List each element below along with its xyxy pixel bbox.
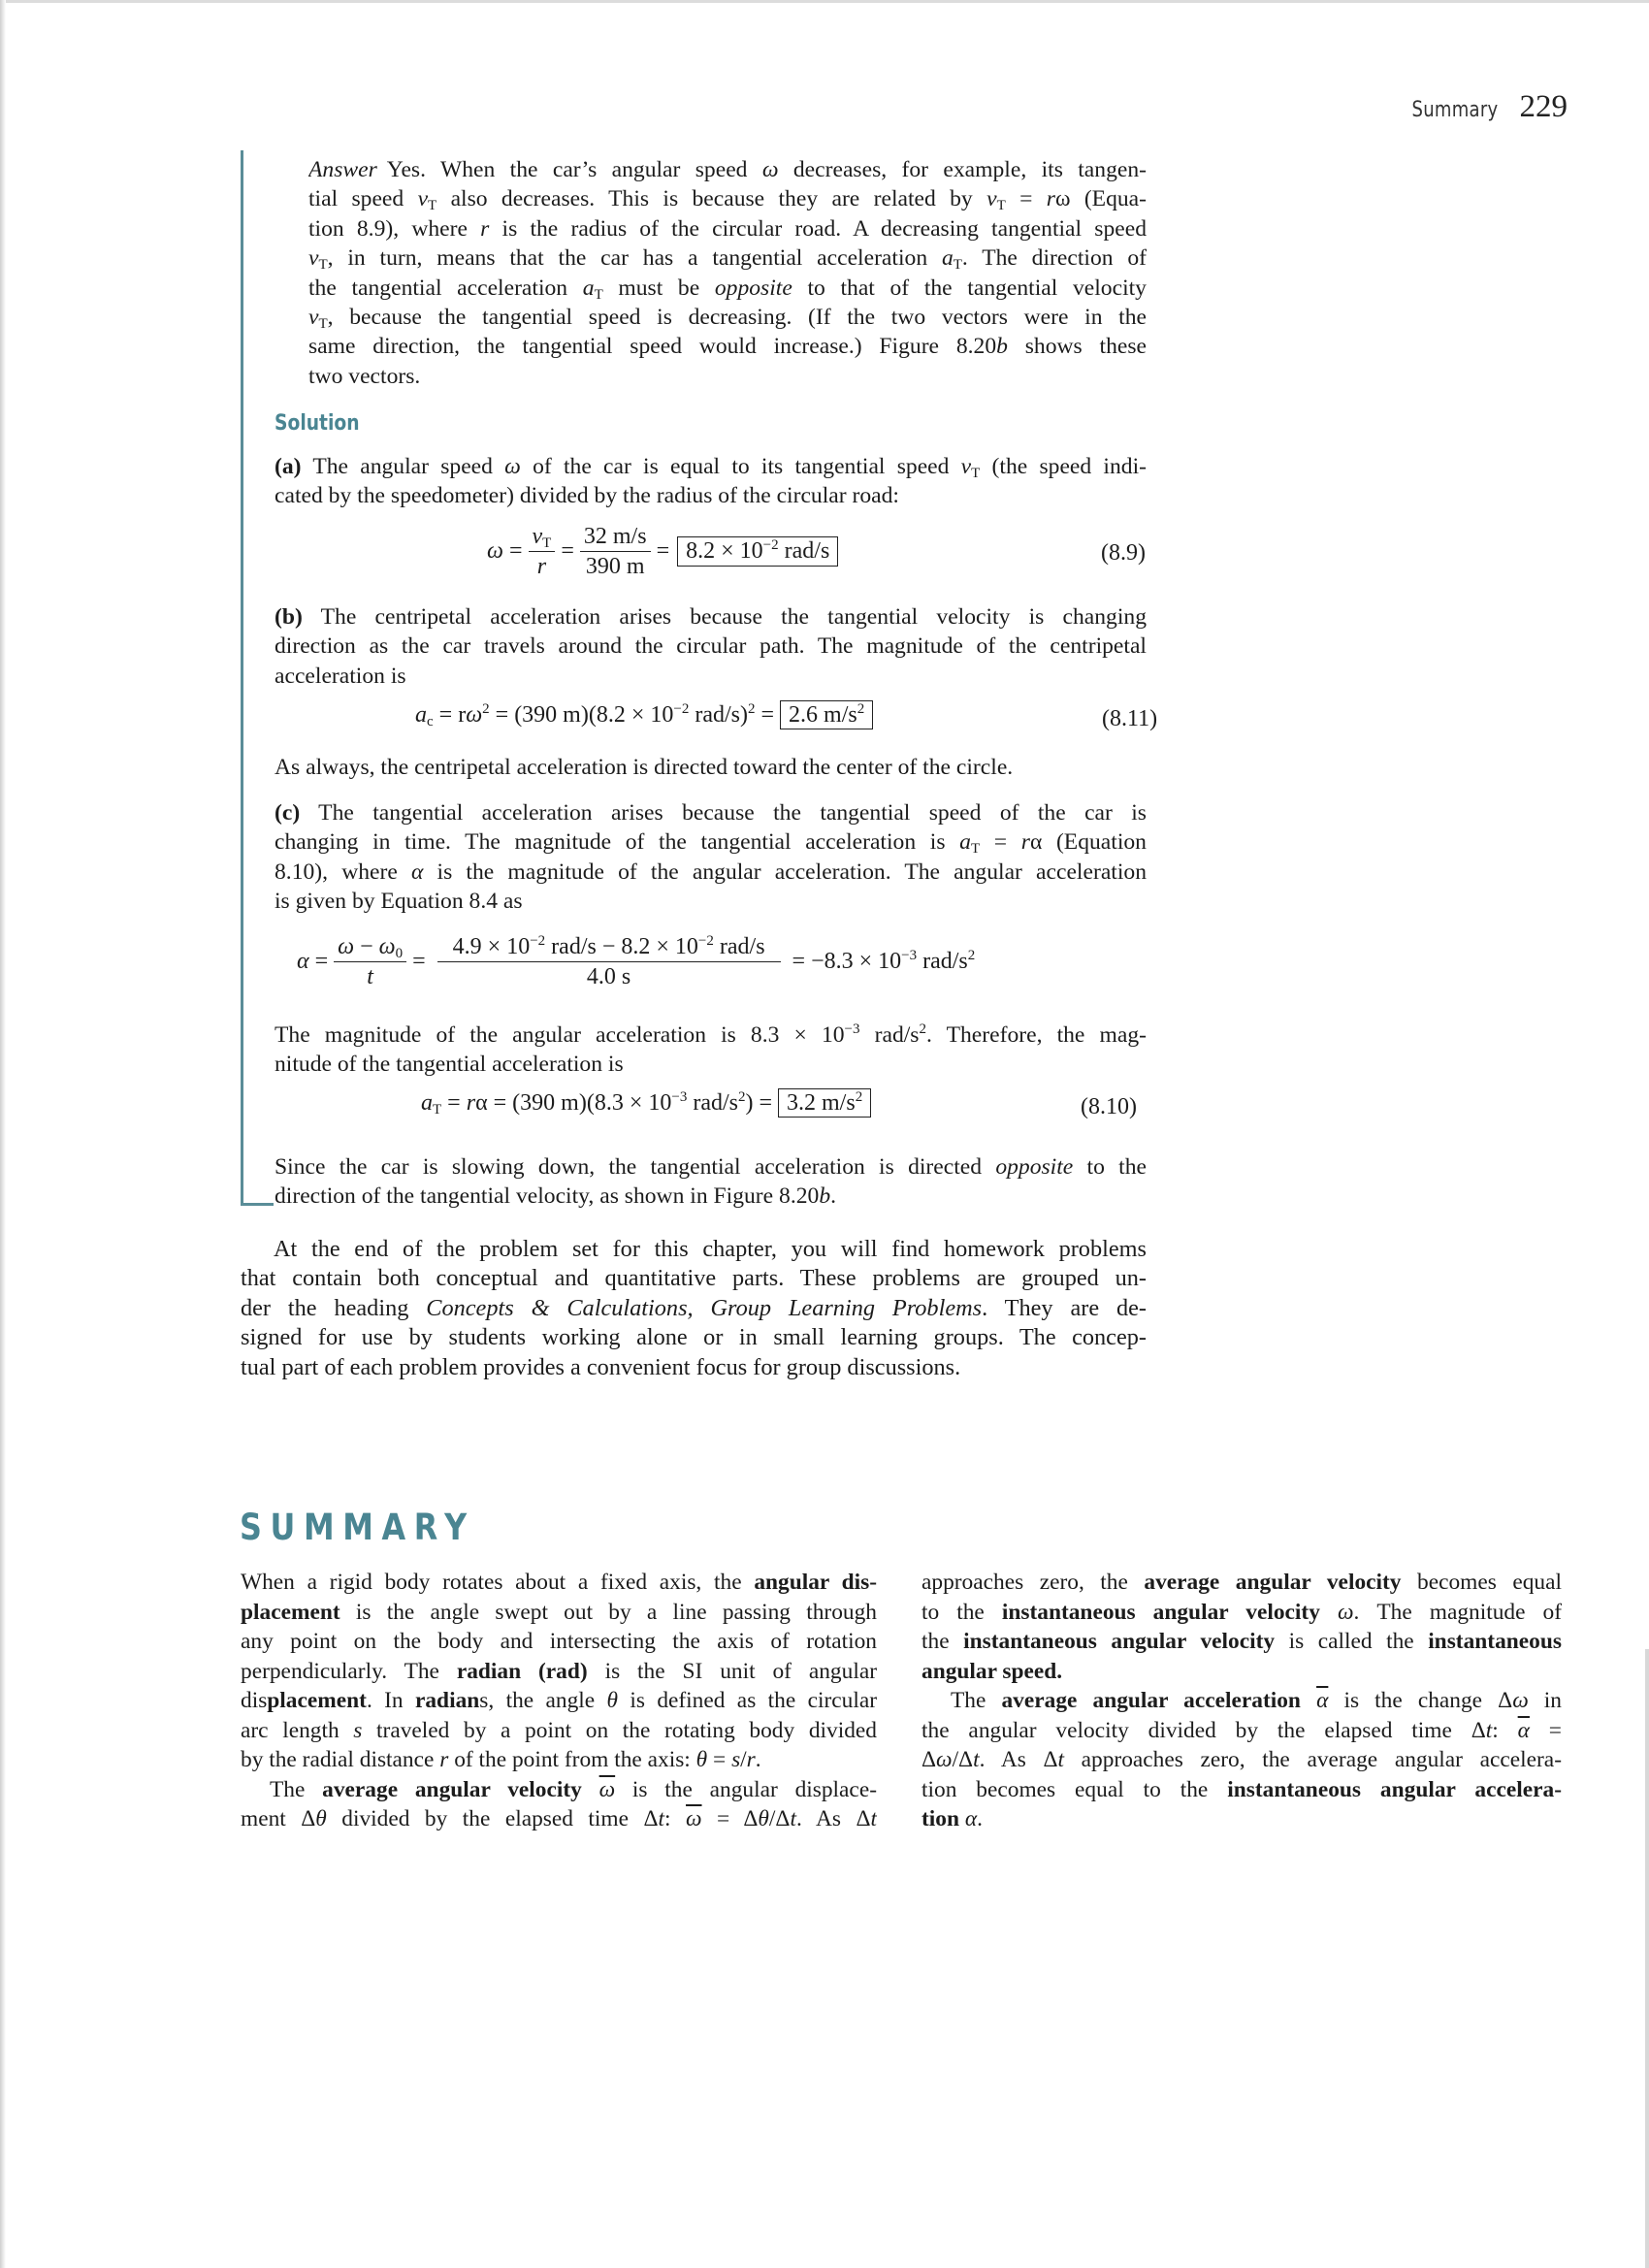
part-a-line-2 bbox=[275, 481, 1147, 510]
part-b-line-text: direction as the car travels around the circular path. The magnitude of the centripetal bbox=[275, 633, 1147, 660]
summary-line-text: tion α. bbox=[922, 1806, 983, 1831]
summary-left-line-3 bbox=[241, 1627, 877, 1657]
answer-label: Answer bbox=[308, 157, 377, 182]
part-a-line-text: The angular speed ω of the car is equal to its tangential speed $v_T$ (the speed indi- bbox=[312, 454, 1147, 481]
eq2-number: (8.11) bbox=[1102, 706, 1158, 731]
equation-angular-speed bbox=[487, 522, 838, 581]
closing-line-1 bbox=[241, 1235, 1147, 1264]
page-edge-left bbox=[0, 0, 6, 2268]
running-head bbox=[1393, 89, 1568, 125]
eq3-frac1-num: $\omega - \omega_0$ bbox=[334, 932, 406, 962]
eq1-equals-2: = bbox=[656, 538, 670, 564]
summary-right-line-5 bbox=[922, 1686, 1562, 1716]
summary-line-text: angular speed. bbox=[922, 1658, 1063, 1684]
magnitude-line-text: nitude of the tangential acceleration is bbox=[275, 1052, 624, 1078]
closing-line-5 bbox=[241, 1353, 1147, 1382]
closing-line-2 bbox=[241, 1264, 1147, 1293]
conclusion-line-2 bbox=[275, 1182, 1147, 1211]
summary-right-column bbox=[922, 1568, 1562, 1834]
answer-line-text: $v_T$, in turn, means that the car has a tangential acceleration $a_T$. The direction of bbox=[308, 245, 1147, 274]
part-b-line-1 bbox=[275, 602, 1147, 632]
part-c-line-text: The tangential acceleration arises because the tangential speed of the car is bbox=[318, 800, 1147, 826]
summary-left-line-2 bbox=[241, 1598, 877, 1628]
eq3-lhs: α = bbox=[297, 949, 329, 974]
part-b-label: (b) bbox=[275, 604, 303, 630]
answer-paragraph bbox=[308, 155, 1147, 391]
eq4-boxed-result: 3.2 $m/s^2$ bbox=[778, 1088, 871, 1118]
answer-line-5 bbox=[308, 274, 1147, 303]
conclusion-line-text: Since the car is slowing down, the tangential acceleration is directed opposite to the bbox=[275, 1154, 1147, 1180]
closing-line-text: tual part of each problem provides a convenient focus for group discussions. bbox=[241, 1353, 961, 1380]
closing-line-3 bbox=[241, 1294, 1147, 1323]
part-a-line-1 bbox=[275, 452, 1147, 481]
magnitude-paragraph bbox=[275, 1021, 1147, 1080]
magnitude-line-2 bbox=[275, 1050, 1147, 1079]
eq1-frac2-den: 390 m bbox=[585, 554, 645, 579]
equation-centripetal bbox=[415, 702, 873, 729]
summary-left-column bbox=[241, 1568, 877, 1834]
eq1-lhs: ω = bbox=[487, 538, 523, 564]
summary-line-text: When a rigid body rotates about a fixed axis, the angular dis- bbox=[241, 1570, 877, 1595]
answer-line-2 bbox=[308, 184, 1147, 213]
summary-line-text: the angular velocity divided by the elapsed time Δt: $\overline{\alpha}$ = bbox=[922, 1717, 1562, 1743]
part-c-paragraph bbox=[275, 798, 1147, 917]
summary-title: SUMMARY bbox=[240, 1507, 475, 1548]
summary-line-text: placement is the angle swept out by a line passing through bbox=[241, 1599, 877, 1625]
summary-line-text: any point on the body and intersecting the axis of rotation bbox=[241, 1629, 877, 1654]
part-c-line-1 bbox=[275, 798, 1147, 827]
eq1-frac1-den: r bbox=[536, 554, 547, 579]
summary-right-line-6 bbox=[922, 1716, 1562, 1746]
summary-line-text: approaches zero, the average angular velocity becomes equal bbox=[922, 1570, 1562, 1595]
conclusion-line-text: direction of the tangential velocity, as shown in Figure 8.20b. bbox=[275, 1183, 837, 1210]
magnitude-line-1 bbox=[275, 1021, 1147, 1050]
answer-line-text: two vectors. bbox=[308, 363, 421, 389]
summary-line-text: Δω/Δt. As Δt approaches zero, the average angular accelera- bbox=[922, 1747, 1562, 1772]
closing-line-text: At the end of the problem set for this chapter, you will find homework problems bbox=[274, 1236, 1147, 1262]
eq3-frac1-den: t bbox=[367, 964, 373, 989]
page-edge-top bbox=[0, 0, 1649, 3]
closing-paragraph bbox=[241, 1235, 1147, 1382]
eq3-frac2-den: 4.0 s bbox=[586, 964, 631, 989]
part-b-after-line: As always, the centripetal acceleration is directed toward the center of the circle. bbox=[275, 755, 1014, 780]
answer-line-text: Yes. When the car’s angular speed ω decreases, for example, its tangen- bbox=[386, 157, 1147, 182]
answer-line-6 bbox=[308, 303, 1147, 332]
eq1-frac2-num: 32 m/s bbox=[580, 522, 651, 552]
summary-left-line-5 bbox=[241, 1686, 877, 1716]
part-b-line-text: acceleration is bbox=[275, 663, 406, 689]
summary-line-text: tion becomes equal to the instantaneous angular accelera- bbox=[922, 1776, 1562, 1802]
running-head-section: Summary bbox=[1411, 98, 1499, 122]
part-c-line-text: changing in time. The magnitude of the tangential acceleration is $a_T = r\alpha$ (Equation bbox=[275, 829, 1147, 858]
eq3-equals: = bbox=[412, 949, 426, 974]
answer-line-7 bbox=[308, 332, 1147, 361]
eq3-fraction-2 bbox=[437, 932, 781, 991]
answer-line-3 bbox=[308, 214, 1147, 243]
part-b-after bbox=[275, 753, 1147, 782]
eq2-expression: $a_c = r\omega^2 = (390$ $m)(8.2 \times 10^{-2}$ rad/s)$^2$ = bbox=[415, 701, 775, 729]
summary-line-text: the instantaneous angular velocity is called the instantaneous bbox=[922, 1629, 1562, 1654]
summary-right-line-4 bbox=[922, 1657, 1562, 1687]
summary-right-line-8 bbox=[922, 1775, 1562, 1805]
eq4-expression: $a_T = r\alpha = (390$ $m)(8.3 \times 10^{-3}$ rad/$s^2$) = bbox=[421, 1089, 773, 1118]
closing-line-text: signed for use by students working alone or in small learning groups. The concep- bbox=[241, 1324, 1147, 1351]
summary-left-line-1 bbox=[241, 1568, 877, 1598]
summary-right-line-1 bbox=[922, 1568, 1562, 1598]
part-b-line-3 bbox=[275, 662, 1147, 691]
summary-left-line-9 bbox=[241, 1804, 877, 1834]
answer-line-text: the tangential acceleration $a_T$ must be opposite to that of the tangential velocity bbox=[308, 275, 1147, 303]
eq1-equals: = bbox=[561, 538, 574, 564]
part-c-line-text: 8.10), where α is the magnitude of the angular acceleration. The angular acceleration bbox=[275, 859, 1147, 885]
summary-line-text: The average angular velocity $\overline{\omega}$ is the angular displace- bbox=[270, 1776, 877, 1802]
answer-line-1 bbox=[308, 155, 1147, 184]
eq1-fraction-2 bbox=[580, 522, 651, 581]
part-a-label: (a) bbox=[275, 454, 302, 479]
eq4-number: (8.10) bbox=[1081, 1094, 1137, 1119]
summary-left-line-6 bbox=[241, 1716, 877, 1746]
part-c-line-4 bbox=[275, 887, 1147, 916]
page-edge-right bbox=[1645, 1649, 1649, 2268]
solution-heading: Solution bbox=[275, 411, 360, 436]
conclusion-line-1 bbox=[275, 1152, 1147, 1182]
eq1-frac1-num: $v_T$ bbox=[529, 522, 556, 552]
part-a-line-text: cated by the speedometer) divided by the radius of the circular road: bbox=[275, 483, 899, 509]
part-b-line-2 bbox=[275, 632, 1147, 661]
eq3-rhs: = $-8.3 \times 10^{-3}$ rad/$s^2$ bbox=[792, 948, 976, 974]
eq1-fraction-1 bbox=[529, 522, 556, 581]
eq3-frac2-num: $4.9 \times 10^{-2}$ $rad/s - 8.2 \times 10^{-2}$ rad/s bbox=[437, 932, 781, 962]
eq1-number: (8.9) bbox=[1101, 540, 1146, 566]
answer-line-text: tion 8.9), where r is the radius of the circular road. A decreasing tangential speed bbox=[308, 215, 1147, 242]
part-b-paragraph bbox=[275, 602, 1147, 691]
summary-line-text: arc length s traveled by a point on the rotating body divided bbox=[241, 1717, 877, 1743]
summary-right-line-3 bbox=[922, 1627, 1562, 1657]
summary-line-text: displacement. In radians, the angle θ is defined as the circular bbox=[241, 1688, 877, 1713]
part-c-line-text: is given by Equation 8.4 as bbox=[275, 889, 523, 915]
answer-line-text: same direction, the tangential speed would increase.) Figure 8.20b shows these bbox=[308, 334, 1147, 360]
summary-left-line-8 bbox=[241, 1775, 877, 1805]
summary-line-text: to the instantaneous angular velocity ω. The magnitude of bbox=[922, 1599, 1562, 1625]
magnitude-line-text: The magnitude of the angular acceleration is $8.3 \times 10^{-3}$ rad/$s^2$. Therefore, the mag- bbox=[275, 1021, 1147, 1048]
page-number: 229 bbox=[1519, 89, 1568, 124]
summary-left-line-4 bbox=[241, 1657, 877, 1687]
part-c-conclusion bbox=[275, 1152, 1147, 1212]
equation-tangential bbox=[421, 1090, 871, 1117]
answer-line-4 bbox=[308, 243, 1147, 273]
summary-right-line-7 bbox=[922, 1745, 1562, 1775]
closing-line-text: that contain both conceptual and quantitative parts. These problems are grouped un- bbox=[241, 1265, 1147, 1292]
answer-line-text: $v_T$, because the tangential speed is decreasing. (If the two vectors were in the bbox=[308, 304, 1147, 332]
summary-line-text: The average angular acceleration $\overline{\alpha}$ is the change Δω in bbox=[951, 1688, 1562, 1713]
summary-right-line-9 bbox=[922, 1804, 1562, 1834]
part-c-line-3 bbox=[275, 858, 1147, 887]
eq2-boxed-result: 2.6 $m/s^2$ bbox=[780, 700, 873, 729]
summary-line-text: ment Δθ divided by the elapsed time Δt: $\overline{\omega} = \Delta\theta/\Delta t$. As Δt bbox=[241, 1806, 877, 1831]
closing-line-text: der the heading Concepts & Calculations, Group Learning Problems. They are de- bbox=[241, 1294, 1147, 1321]
summary-right-line-2 bbox=[922, 1598, 1562, 1628]
summary-line-text: by the radial distance r of the point from the axis: θ = s/r. bbox=[241, 1747, 761, 1772]
part-c-label: (c) bbox=[275, 800, 301, 826]
eq3-fraction-1 bbox=[334, 932, 406, 991]
closing-line-4 bbox=[241, 1323, 1147, 1352]
part-b-line-text: The centripetal acceleration arises because the tangential velocity is changing bbox=[320, 604, 1147, 630]
eq1-boxed-result: $8.2 \times 10^{-2}$ rad/s bbox=[677, 536, 838, 567]
answer-line-8 bbox=[308, 362, 1147, 391]
example-rule-foot bbox=[241, 1203, 274, 1206]
part-a-paragraph bbox=[275, 452, 1147, 511]
equation-angular-acceleration bbox=[297, 932, 975, 991]
summary-line-text: perpendicularly. The radian (rad) is the SI unit of angular bbox=[241, 1658, 877, 1684]
part-c-line-2 bbox=[275, 827, 1147, 857]
answer-line-text: tial speed $v_T$ also decreases. This is because they are related by $v_T = r\omega$ (Equa- bbox=[308, 186, 1147, 214]
summary-left-line-7 bbox=[241, 1745, 877, 1775]
